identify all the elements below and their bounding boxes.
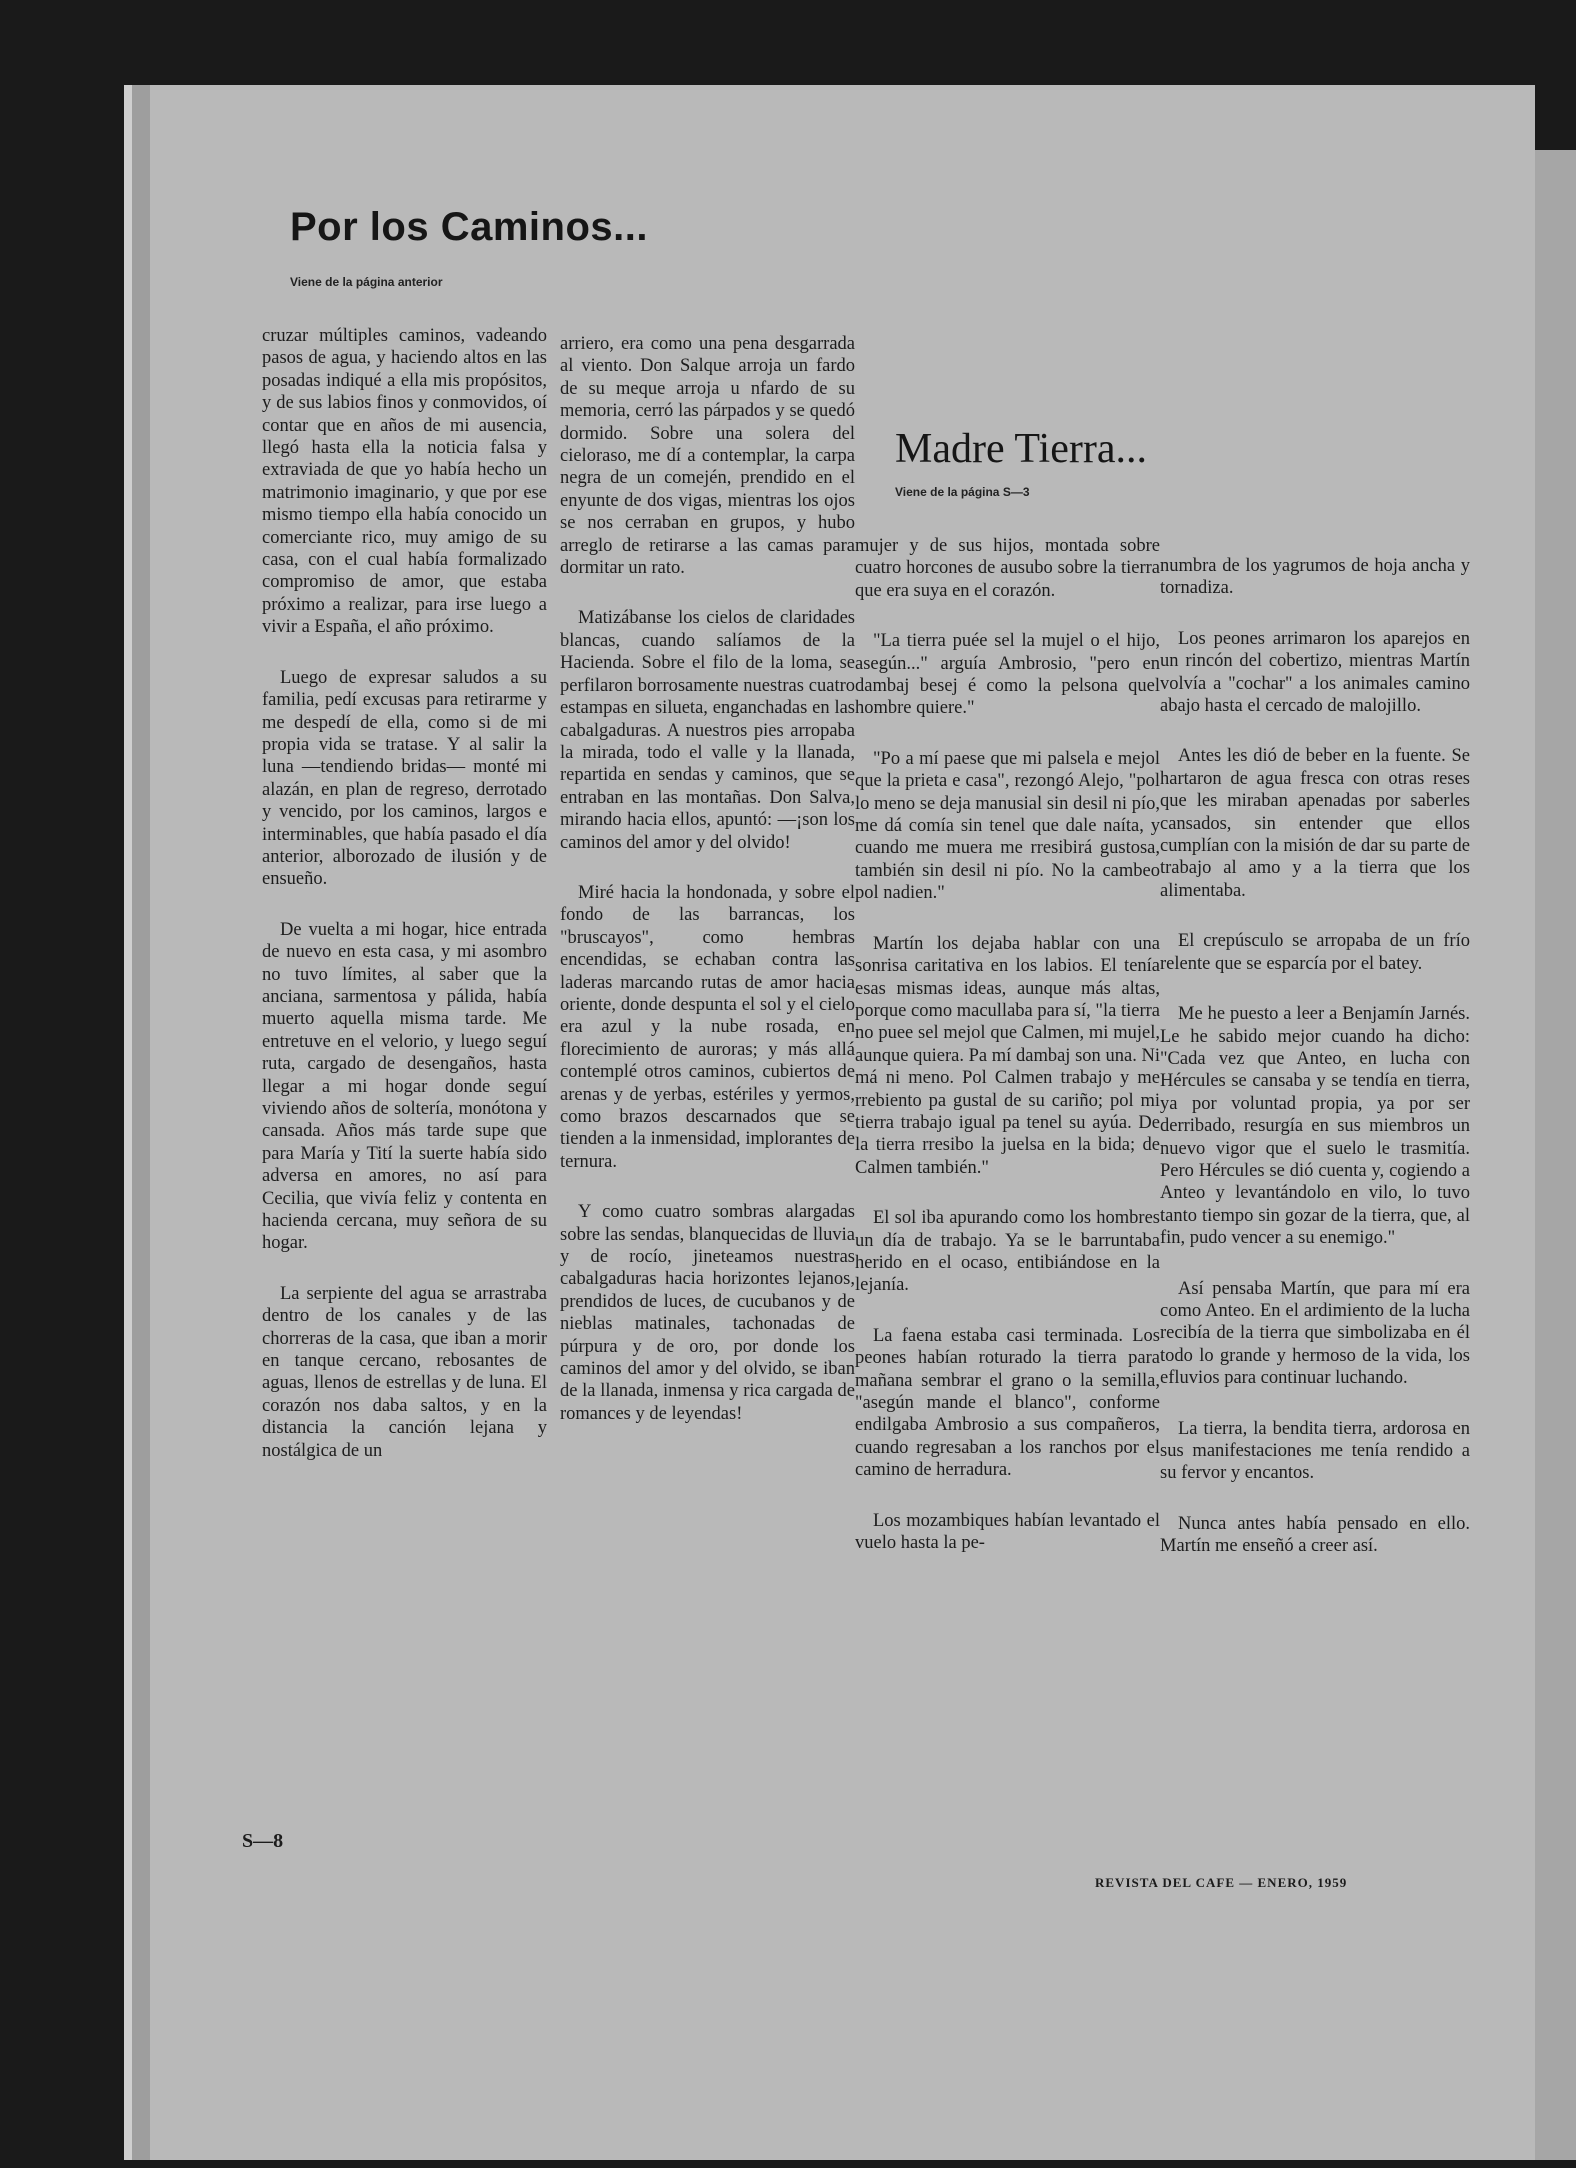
paragraph: La faena estaba casi terminada. Los peones habían roturado la tierra para mañana sembrar el grano o la semilla, "asegún mande el blanco", conforme endilgaba Ambrosio a sus compañeros, cuando regresaban a los ranchos por el camino de herradura. <box>855 1325 1160 1481</box>
paragraph: numbra de los yagrumos de hoja ancha y tornadiza. <box>1160 556 1470 599</box>
paragraph: El sol iba apurando como los hombres un día de trabajo. Ya se le barruntaba herido en el ocaso, entibiándose en la lejanía. <box>855 1208 1160 1296</box>
article2-column-1 <box>855 535 1160 1582</box>
paragraph: Miré hacia la hondonada, y sobre el fondo de las barrancas, los "bruscayos", como hembras encendidas, se echaban contra las laderas marcando rutas de amor hacia oriente, donde despunta el sol y el cielo era azul y la nube rosada, en florecimiento de auroras; y más allá contemplé otros caminos, cubiertos de arenas y de yerbas, estériles y yermos, como brazos descarnados que se tienden a la inmensidad, implorantes de ternura. <box>560 882 855 1172</box>
paragraph: Los peones arrimaron los aparejos en un rincón del cobertizo, mientras Martín volvía a "cochar" a los animales camino abajo hasta el cercado de malojillo. <box>1160 628 1470 717</box>
continued-from-note: Viene de la página anterior <box>290 275 443 289</box>
paragraph: Luego de expresar saludos a su familia, pedí excusas para retirarme y me despedí de ella, como si de mi propia vida se tratase. Y al salir la luna —tendiendo bridas— monté mi alazán, en plan de regreso, derrotado y vencido, por los caminos, largos e interminables, que había pasado el día anterior, alborozado de ilusión y de ensueño. <box>262 667 547 890</box>
article2-column-2 <box>1160 555 1470 1586</box>
page-edge <box>1535 150 1576 2160</box>
paragraph: Y como cuatro sombras alargadas sobre las sendas, blanquecidas de lluvia y de rocío, jineteamos nuestras cabalgaduras hacia horizontes lejanos, prendidos de luces, de cucubanos y de nieblas matinales, tachonadas de púrpura y de oro, por donde los caminos del amor y del olvido, se iban de la llanada, inmensa y rica cargada de romances y de leyendas! <box>560 1202 855 1424</box>
article-title-madre-tierra: Madre Tierra... <box>895 426 1147 472</box>
paragraph: De vuelta a mi hogar, hice entrada de nuevo en esta casa, y mi asombro no tuvo límites, al saber que la anciana, sarmentosa y pálida, había muerto aquella misma tarde. Me entretuve en el velorio, y luego seguí ruta, cargado de desengaños, hasta llegar a mi hogar donde seguí viviendo años de soltería, monótona y cansada. Años más tarde supe que para María y Tití la suerte había sido adversa en amores, no así para Cecilia, que vivía feliz y contenta en hacienda cercana, muy señora de su hogar. <box>262 919 547 1254</box>
article1-column-1 <box>262 325 547 1490</box>
magazine-footer: REVISTA DEL CAFE — ENERO, 1959 <box>1095 1875 1348 1890</box>
paragraph: Así pensaba Martín, que para mí era como Anteo. En el ardimiento de la lucha recibía de la tierra que simbolizaba en él todo lo grande y hermoso de la vida, los efluvios para continuar luchando. <box>1160 1278 1470 1389</box>
paragraph: Antes les dió de beber en la fuente. Se hartaron de agua fresca con otras reses que les miraban apenadas por saberles cansados, sin entender que ellos cumplían con la misión de dar su parte de trabajo al amo y a la tierra que los alimentaba. <box>1160 746 1470 901</box>
paragraph: mujer y de sus hijos, montada sobre cuatro horcones de ausubo sobre la tierra que era suya en el corazón. <box>855 536 1160 601</box>
paragraph: La serpiente del agua se arrastraba dentro de los canales y de las chorreras de la casa, que iban a morir en tanque cercano, rebosantes de aguas, llenos de estrellas y de luna. El corazón nos daba saltos, y en la distancia la canción lejana y nostálgica de un <box>262 1283 547 1461</box>
article-title-por-los-caminos: Por los Caminos... <box>290 205 648 249</box>
paragraph: El crepúsculo se arropaba de un frío relente que se esparcía por el batey. <box>1160 931 1470 974</box>
paragraph: Me he puesto a leer a Benjamín Jarnés. Le he sabido mejor cuando ha dicho: "Cada vez que Anteo, en lucha con Hércules se cansaba y se tendía en tierra, ya por voluntad propia, ya por ser derribado, resurgía en sus miembros un nuevo vigor que el suelo le trasmitía. Pero Hércules se dió cuenta y, cogiendo a Anteo y levantándolo en vilo, lo tuvo tanto tiempo sin gozar de la tierra, que, al fin, pudo vencer a su enemigo." <box>1160 1004 1470 1249</box>
paragraph: La tierra, la bendita tierra, ardorosa en sus manifestaciones me tenía rendido a su fervor y encantos. <box>1160 1418 1470 1484</box>
paragraph: Los mozambiques habían levantado el vuelo hasta la pe- <box>855 1510 1160 1554</box>
paragraph: arriero, era como una pena desgarrada al viento. Don Salque arroja un fardo de su meque arroja u nfardo de su memoria, cerró las párpados y se quedó dormido. Sobre una solera del cieloraso, me dí a contemplar, la carpa negra de un comején, prendido en el enyunte de dos vigas, mientras los ojos se nos cerraban en grupos, y hubo arreglo de retirarse a las camas para dormitar un rato. <box>560 334 855 579</box>
paragraph: cruzar múltiples caminos, vadeando pasos de agua, y haciendo altos en las posadas indiqué a ella mis propósitos, y de sus labios finos y conmovidos, oí contar que en años de mi ausencia, llegó hasta ella la noticia falsa y extraviada de que yo había hecho un matrimonio imaginario, y que por ese mismo tiempo ella había conocido un comerciante rico, muy amigo de su casa, con el cual había formalizado compromiso de amor, que estaba próximo a realizar, para irse luego a vivir a España, el año próximo. <box>262 326 547 638</box>
continued-from-note: Viene de la página S—3 <box>895 485 1030 499</box>
article1-column-2 <box>560 333 855 1453</box>
paragraph: Matizábanse los cielos de claridades blancas, cuando salíamos de la Hacienda. Sobre el filo de la loma, se perfilaron borrosamente nuestras cuatro estampas en silueta, enganchadas en las cabalgaduras. A nuestros pies arropaba la mirada, todo el valle y la llanada, repartida en sendas y caminos, que se entraban en las montañas. Don Salva, mirando hacia ellos, apuntó: —¡son los caminos del amor y del olvido! <box>560 608 855 853</box>
page-number: S—8 <box>242 1830 284 1852</box>
paragraph: Nunca antes había pensado en ello. Martín me enseñó a creer así. <box>1160 1513 1470 1557</box>
paragraph: Martín los dejaba hablar con una sonrisa caritativa en los labios. El tenía esas mismas ideas, aunque más altas, porque como macullaba para sí, "la tierra no puee sel mejol que Calmen, mi mujel, aunque quiera. Pa mí dambaj son una. Ni má ni meno. Pol Calmen trabajo y me rrebiento pa gustal de su cariño; pol mi tierra trabajo igual pa tenel su ayúa. De la tierra rresibo la juelsa en la bida; de Calmen también." <box>855 933 1160 1178</box>
magazine-page <box>150 85 1535 2160</box>
paragraph: "Po a mí paese que mi palsela e mejol que la prieta e casa", rezongó Alejo, "pol lo meno se deja manusial sin desil ni pío, me dá comía sin tenel que dale naíta, y cuando me muera me rresibirá gustosa, también sin desil ni pío. No la cambeo pol nadien." <box>855 748 1160 904</box>
paragraph: "La tierra puée sel la mujel o el hijo, asegún..." arguía Ambrosio, "pero en dambaj besej é como la pelsona quel hombre quiere." <box>855 631 1160 719</box>
